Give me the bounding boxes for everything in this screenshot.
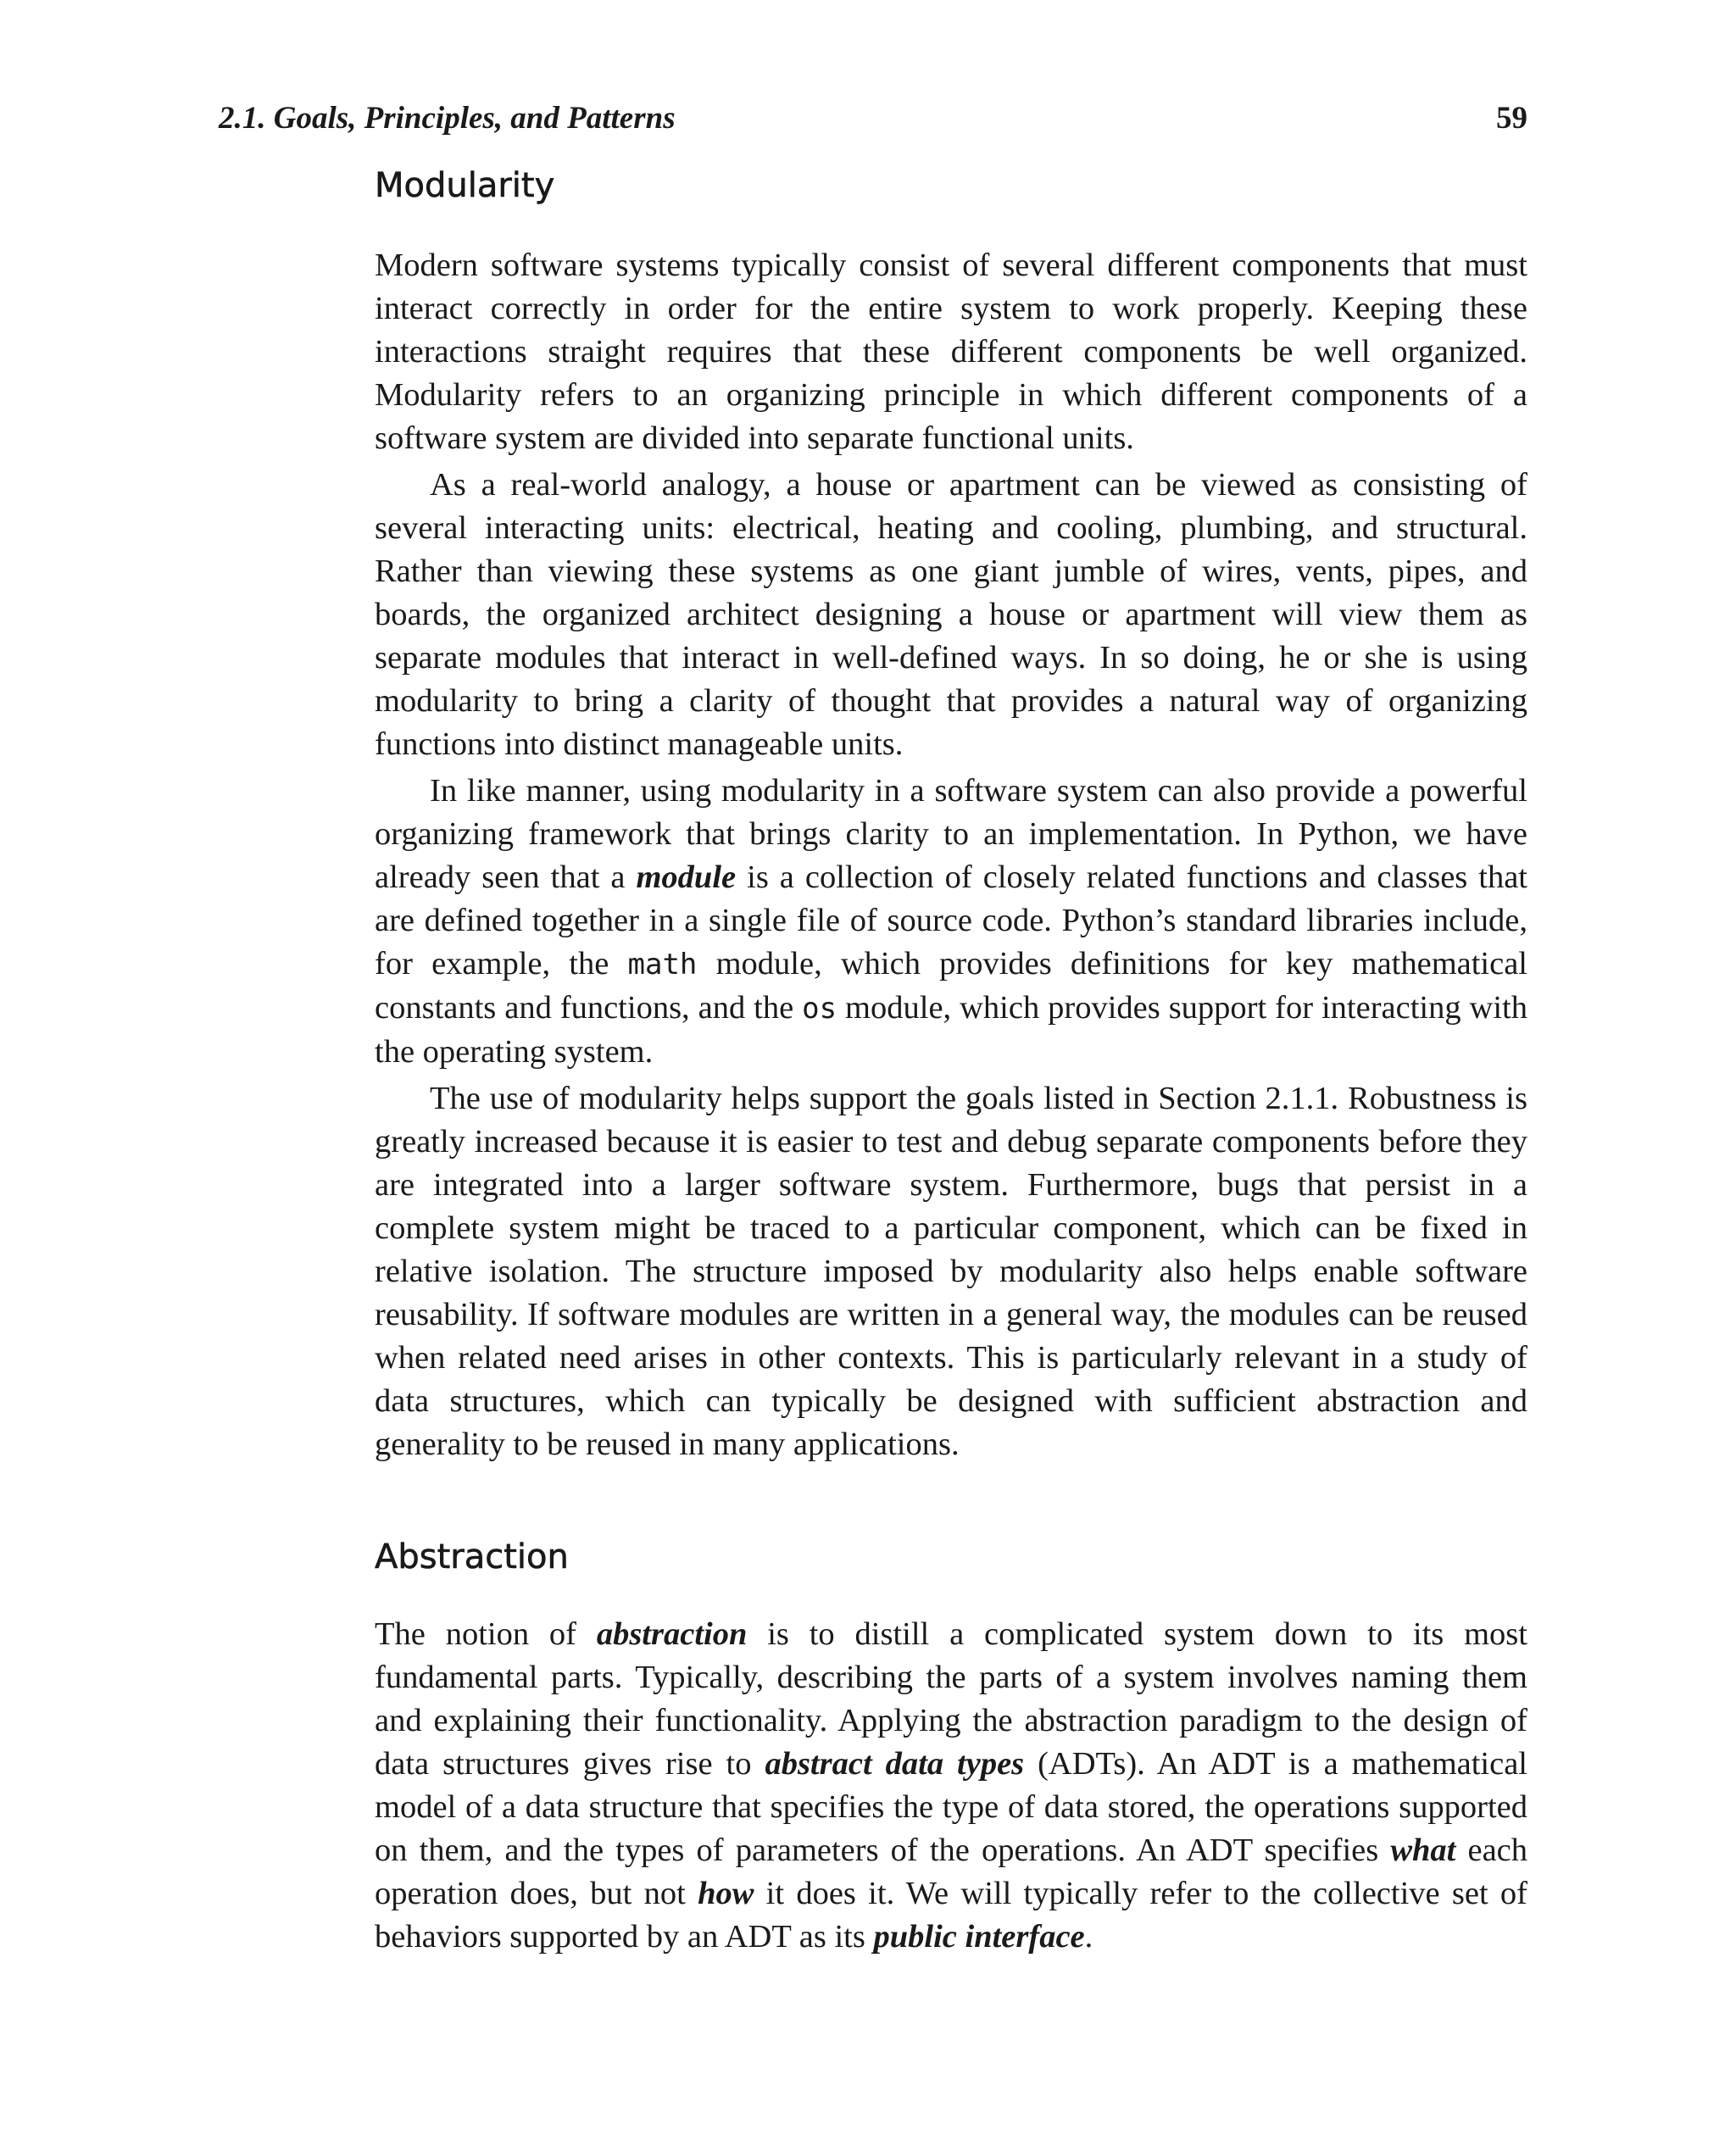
modularity-heading: Modularity	[375, 166, 555, 205]
modularity-section	[375, 244, 1527, 1466]
term-what: what	[1390, 1832, 1456, 1868]
term-module: module	[636, 859, 737, 895]
page-number: 59	[1496, 101, 1527, 136]
term-abstraction: abstraction	[596, 1616, 748, 1652]
modularity-paragraph-4: The use of modularity helps support the goals listed in Section 2.1.1. Robustness is greatly increased because it is easier to test and debug separate components before they are integrated into a larger software system. Furthermore, bugs that persist in a complete system might be traced to a particular component, which can be fixed in relative isolation. The structure imposed by modularity also helps enable software reusability. If software modules are written in a general way, the modules can be reused when related need arises in other contexts. This is particularly relevant in a study of data structures, which can typically be designed with sufficient abstraction and generality to be reused in many applications.	[375, 1081, 1527, 1462]
abstraction-heading: Abstraction	[375, 1538, 569, 1577]
text-run: is a collection of closely related functions and classes that are defined together in a single file of source code. Python’s standard libraries include, for example, the	[375, 859, 1527, 982]
abstraction-section	[375, 1613, 1527, 1959]
text-run: (ADTs). An ADT is a mathematical model of a data structure that specifies the type of data stored, the operations supported on them, and the types of parameters of the operations. An ADT specifies	[375, 1746, 1528, 1868]
code-os: os	[802, 992, 837, 1026]
abstraction-paragraph-1	[375, 1613, 1527, 1959]
text-run: is to distill a complicated system down to its most fundamental parts. Typically, describing the parts of a system involves naming them and explaining their functionality. Applying the abstraction paradigm to the design of data structures gives rise to	[375, 1616, 1527, 1782]
text-run: .	[1084, 1919, 1093, 1955]
term-public-interface: public interface	[873, 1919, 1085, 1955]
code-math: math	[627, 948, 698, 982]
modularity-paragraph-3	[375, 770, 1527, 1074]
modularity-paragraph-2: As a real-world analogy, a house or apartment can be viewed as consisting of several interacting units: electrical, heating and cooling, plumbing, and structural. Rather than viewing these systems as one giant jumble of wires, vents, pipes, and boards, the organized architect designing a house or apartment will view them as separate modules that interact in well-defined ways. In so doing, he or she is using modularity to bring a clarity of thought that provides a natural way of organizing functions into distinct manageable units.	[375, 467, 1527, 762]
text-run: module, which provides support for interacting with the operating system.	[375, 990, 1527, 1070]
text-run: it does it. We will typically refer to the collective set of behaviors supported by an ADT as its	[375, 1876, 1527, 1955]
term-abstract-data-types: abstract data types	[765, 1746, 1025, 1782]
text-run: each operation does, but not	[375, 1832, 1528, 1911]
text-run: The notion of	[375, 1616, 597, 1652]
running-head	[219, 100, 1527, 142]
text-run: In like manner, using modularity in a software system can also provide a powerful organizing framework that brings clarity to an implementation. In Python, we have already seen that a	[375, 773, 1527, 895]
modularity-paragraph-1: Modern software systems typically consist of several different components that must interact correctly in order for the entire system to work properly. Keeping these interactions straight requires that these different components be well organized. Modularity refers to an organizing principle in which different components of a software system are divided into separate functional units.	[375, 247, 1527, 456]
text-run: module, which provides definitions for key mathematical constants and functions, and the	[375, 946, 1527, 1026]
section-title: 2.1. Goals, Principles, and Patterns	[219, 101, 676, 136]
term-how: how	[698, 1876, 754, 1911]
